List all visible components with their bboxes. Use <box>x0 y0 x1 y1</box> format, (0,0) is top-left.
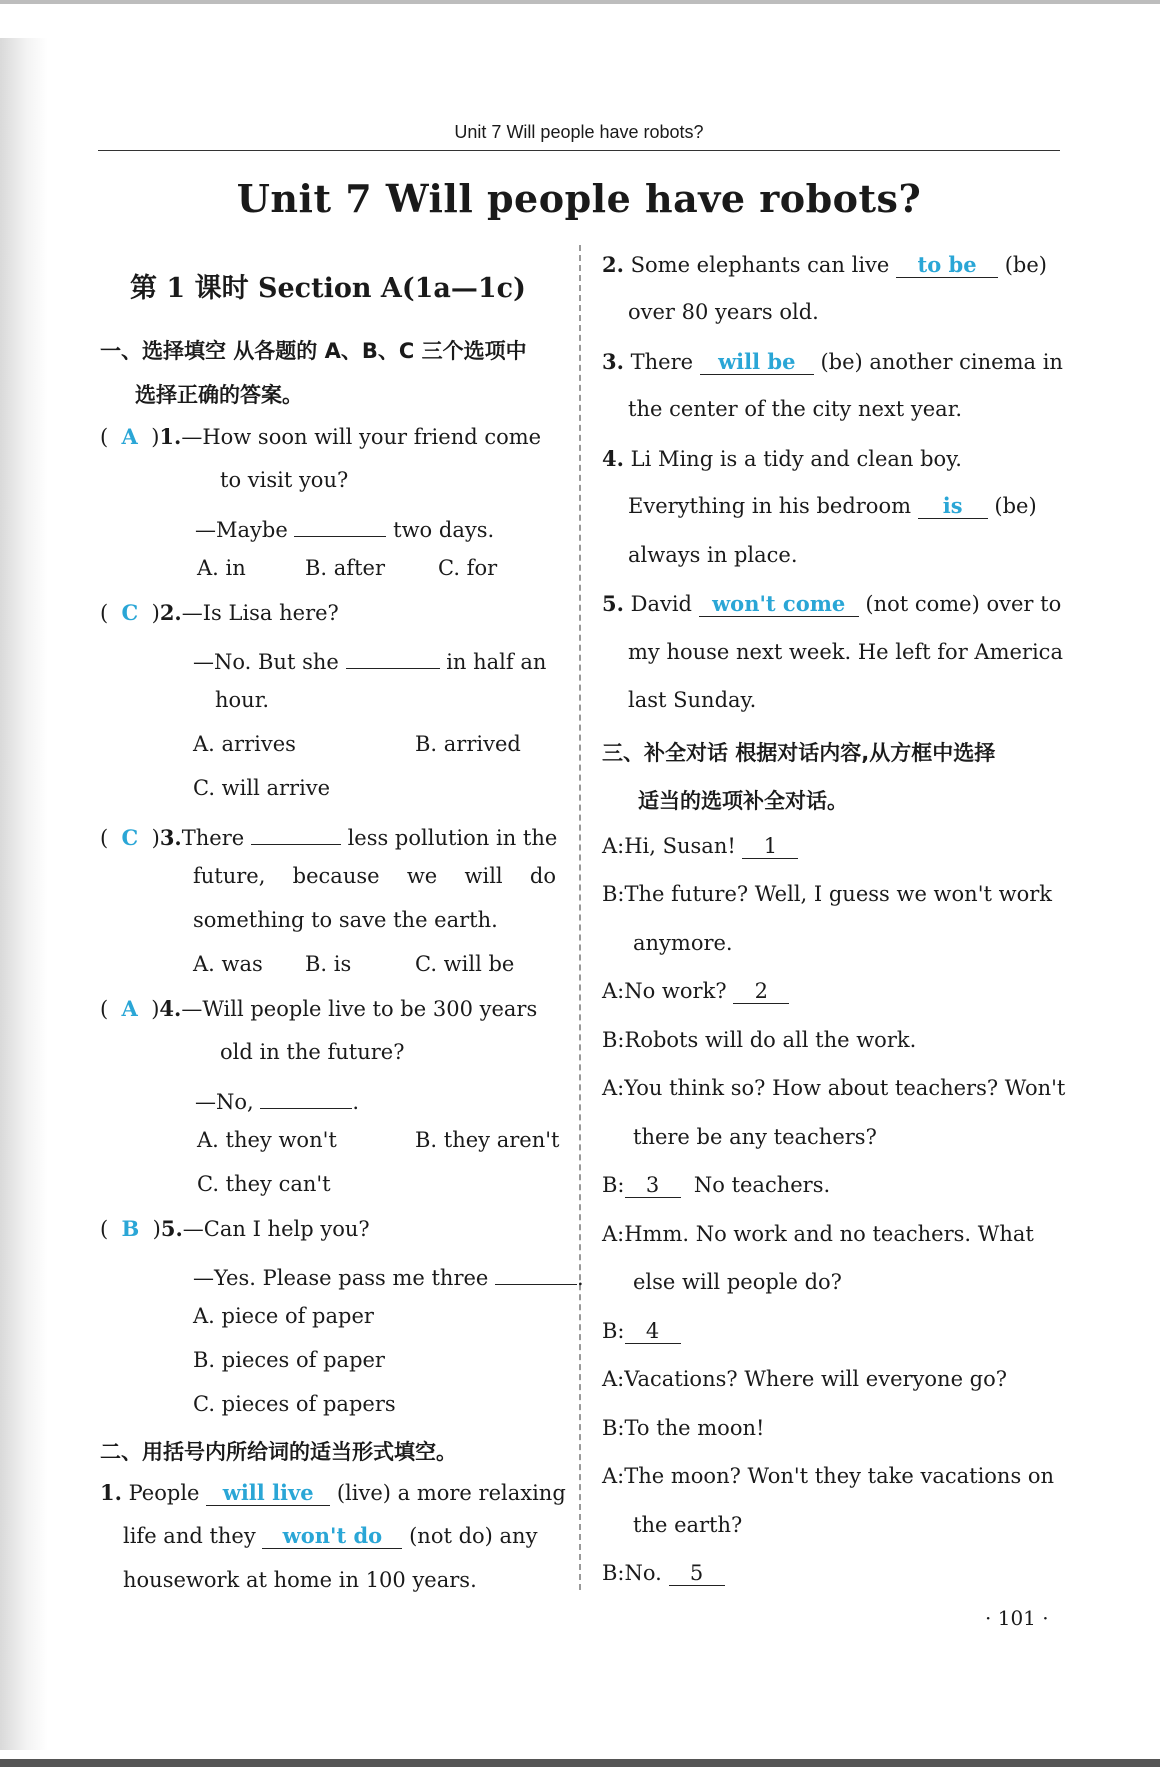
q5-option-c: C. pieces of papers <box>193 1392 396 1416</box>
dialogue-line-4: B:Robots will do all the work. <box>602 1028 917 1052</box>
dialogue-line-3: A:No work? 2 <box>602 979 789 1004</box>
dialogue-line-9: A:Vacations? Where will everyone go? <box>602 1367 1008 1391</box>
answer-fill-1a: will live <box>206 1481 330 1506</box>
column-divider <box>579 245 581 1590</box>
q3-stem-cont: future, because we will do <box>193 864 556 888</box>
dialogue-line-12: B:No. 5 <box>602 1561 725 1586</box>
answer-q2: C <box>121 600 139 625</box>
question-2: ( C )2.—Is Lisa here? <box>100 600 339 625</box>
fill-item-5-cont2: last Sunday. <box>628 688 757 712</box>
dialogue-blank-2: 2 <box>733 979 789 1004</box>
blank-line <box>260 1084 352 1109</box>
lesson-heading: 第 1 课时 Section A(1a—1c) <box>130 273 526 304</box>
q4-stem-cont: old in the future? <box>220 1040 405 1064</box>
part1-heading-cont: 选择正确的答案。 <box>135 383 303 407</box>
question-5: ( B )5.—Can I help you? <box>100 1216 370 1241</box>
answer-q1: A <box>121 424 138 449</box>
fill-item-4: 4. Li Ming is a tidy and clean boy. <box>602 446 962 471</box>
fill-item-4-cont: Everything in his bedroom is (be) <box>628 493 1037 518</box>
dialogue-blank-4: 4 <box>625 1319 681 1344</box>
q5-option-a: A. piece of paper <box>193 1304 374 1328</box>
q3-stem-cont2: something to save the earth. <box>193 908 498 932</box>
unit-title: Unit 7 Will people have robots? <box>236 176 922 221</box>
answer-q4: A <box>121 996 138 1021</box>
q2-reply: —No. But she in half an <box>193 644 546 674</box>
part1-heading: 一、选择填空 从各题的 A、B、C 三个选项中 <box>100 339 527 363</box>
q4-number: 4. <box>159 996 182 1021</box>
dialogue-line-5: A:You think so? How about teachers? Won't <box>602 1076 1066 1100</box>
answer-fill-5: won't come <box>699 592 859 617</box>
dialogue-line-5-cont: there be any teachers? <box>633 1125 877 1149</box>
q5-option-b: B. pieces of paper <box>193 1348 385 1372</box>
answer-fill-2: to be <box>896 253 998 278</box>
q2-option-b: B. arrived <box>415 732 521 756</box>
q1-stem: —How soon will your friend come <box>181 425 542 449</box>
q5-reply: —Yes. Please pass me three . <box>193 1260 584 1290</box>
fill-item-2: 2. Some elephants can live to be (be) <box>602 252 1047 277</box>
fill-item-3: 3. There will be (be) another cinema in <box>602 349 1063 374</box>
dialogue-blank-1: 1 <box>742 834 798 859</box>
dialogue-line-7-cont: else will people do? <box>633 1270 842 1294</box>
dialogue-blank-3: 3 <box>625 1173 681 1198</box>
q4-reply: —No, . <box>195 1084 359 1114</box>
answer-q5: B <box>121 1216 140 1241</box>
q2-reply-cont: hour. <box>215 688 270 712</box>
answer-fill-4: is <box>918 494 988 519</box>
q2-number: 2. <box>159 600 182 625</box>
page-edge-shadow <box>0 38 48 1750</box>
answer-fill-3: will be <box>700 350 814 375</box>
fill-item-4-cont2: always in place. <box>628 543 798 567</box>
q3-option-a: A. was <box>193 952 263 976</box>
q1-option-a: A. in <box>197 556 246 580</box>
dialogue-line-2: B:The future? Well, I guess we won't work <box>602 882 1052 906</box>
q1-option-c: C. for <box>438 556 498 580</box>
q3-number: 3. <box>159 825 182 850</box>
q2-option-a: A. arrives <box>193 732 296 756</box>
dialogue-line-1: A:Hi, Susan! 1 <box>602 834 798 859</box>
dialogue-line-7: A:Hmm. No work and no teachers. What <box>602 1222 1034 1246</box>
dialogue-line-11-cont: the earth? <box>633 1513 743 1537</box>
q1-number: 1. <box>159 424 182 449</box>
dialogue-line-8: B: 4 <box>602 1319 681 1344</box>
top-border <box>0 0 1160 4</box>
fill-item-1-cont: life and they won't do (not do) any <box>123 1523 538 1548</box>
part3-heading: 三、补全对话 根据对话内容,从方框中选择 <box>602 741 996 765</box>
q3-option-c: C. will be <box>415 952 515 976</box>
blank-line <box>495 1260 577 1285</box>
fill-item-3-cont: the center of the city next year. <box>628 397 963 421</box>
q4-option-c: C. they can't <box>197 1172 331 1196</box>
fill-item-5: 5. David won't come (not come) over to <box>602 591 1062 616</box>
dialogue-line-11: A:The moon? Won't they take vacations on <box>602 1464 1055 1488</box>
answer-fill-1b: won't do <box>262 1524 402 1549</box>
part3-heading-cont: 适当的选项补全对话。 <box>638 789 848 813</box>
page-number: · 101 · <box>985 1606 1049 1630</box>
fill-item-1: 1. People will live (live) a more relaxing <box>100 1480 566 1505</box>
blank-line <box>294 512 386 537</box>
fill-item-5-cont: my house next week. He left for America <box>628 640 1063 664</box>
blank-line <box>251 820 341 845</box>
dialogue-line-10: B:To the moon! <box>602 1416 765 1440</box>
q4-option-a: A. they won't <box>197 1128 337 1152</box>
fill-item-2-cont: over 80 years old. <box>628 300 819 324</box>
q2-stem: —Is Lisa here? <box>181 601 339 625</box>
q1-stem-cont: to visit you? <box>220 468 349 492</box>
fill-item-1-cont2: housework at home in 100 years. <box>123 1568 477 1592</box>
q4-option-b: B. they aren't <box>415 1128 560 1152</box>
blank-line <box>346 644 440 669</box>
q1-reply: —Maybe two days. <box>195 512 494 542</box>
dialogue-line-6: B: 3 No teachers. <box>602 1173 831 1197</box>
bottom-border <box>0 1759 1160 1767</box>
dialogue-blank-5: 5 <box>669 1561 725 1586</box>
question-3: ( C )3.There less pollution in the <box>100 820 557 850</box>
q5-number: 5. <box>160 1216 183 1241</box>
dialogue-line-2-cont: anymore. <box>633 931 733 955</box>
question-1: ( A )1.—How soon will your friend come <box>100 424 542 449</box>
q3-option-b: B. is <box>305 952 352 976</box>
answer-q3: C <box>121 825 139 850</box>
part2-heading: 二、用括号内所给词的适当形式填空。 <box>100 1440 457 1464</box>
question-4: ( A )4.—Will people live to be 300 years <box>100 996 538 1021</box>
q2-option-c: C. will arrive <box>193 776 331 800</box>
q1-option-b: B. after <box>305 556 385 580</box>
running-header: Unit 7 Will people have robots? <box>98 120 1060 151</box>
